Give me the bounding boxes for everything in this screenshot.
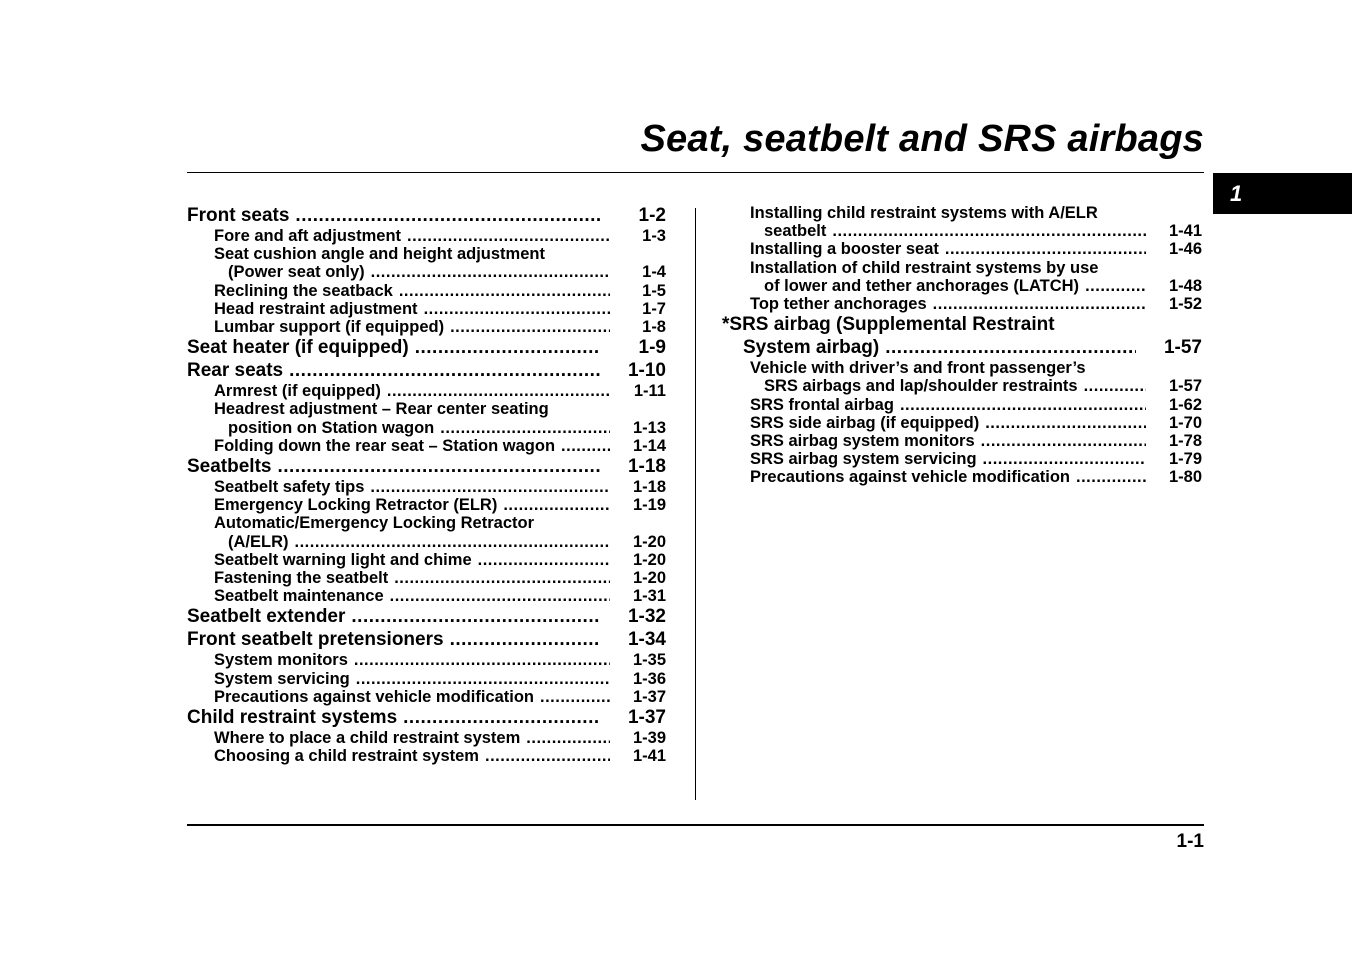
toc-entry-booster[interactable] xyxy=(722,240,1202,258)
toc-entry-system-monitors[interactable] xyxy=(187,651,666,669)
toc-page-number: 1-34 xyxy=(627,629,666,651)
toc-page-number: 1-10 xyxy=(627,360,666,382)
leader-dots xyxy=(399,282,610,300)
leader-dots xyxy=(933,295,1146,313)
toc-entry-seat-cushion-cont[interactable] xyxy=(187,263,666,281)
leader-dots xyxy=(289,359,600,382)
leader-dots xyxy=(450,318,610,336)
page-number: 1-1 xyxy=(1176,831,1204,852)
toc-entry-label: Armrest (if equipped) xyxy=(214,382,381,401)
toc-page-number: 1-39 xyxy=(632,729,666,748)
toc-page-number: 1-19 xyxy=(632,496,666,515)
leader-dots xyxy=(351,605,600,628)
toc-page-number: 1-36 xyxy=(632,669,666,688)
toc-page-number: 1-20 xyxy=(632,569,666,588)
toc-entry-label: Choosing a child restraint system xyxy=(214,747,479,766)
toc-entry-where-place[interactable] xyxy=(187,729,666,747)
toc-page-number: 1-41 xyxy=(1168,222,1202,241)
toc-entry-seat-cushion[interactable]: Seat cushion angle and height adjustment xyxy=(214,245,545,264)
toc-left-column xyxy=(187,204,666,765)
toc-entry-extender[interactable] xyxy=(187,605,666,628)
leader-dots xyxy=(390,587,610,605)
toc-page-number: 1-3 xyxy=(642,227,666,245)
title-rule xyxy=(187,172,1204,173)
toc-page-number: 1-57 xyxy=(1168,377,1202,396)
leader-dots xyxy=(832,222,1146,240)
toc-entry-installing-aelr-cont[interactable] xyxy=(722,222,1202,240)
toc-entry-srs-airbag-cont[interactable] xyxy=(722,336,1202,359)
toc-entry-label: Emergency Locking Retractor (ELR) xyxy=(214,496,498,515)
toc-entry-frontal-airbag[interactable] xyxy=(722,396,1202,414)
toc-entry-label: Precautions against vehicle modification xyxy=(750,468,1071,487)
toc-page-number: 1-20 xyxy=(632,532,666,551)
toc-entry-label: System servicing xyxy=(214,669,350,688)
toc-entry-label: SRS airbag system servicing xyxy=(750,450,977,469)
toc-page-number: 1-20 xyxy=(632,550,666,569)
toc-entry-label: Precautions against vehicle modification xyxy=(214,687,535,706)
toc-page-number: 1-35 xyxy=(632,651,666,670)
leader-dots xyxy=(1084,377,1146,395)
toc-entry-label: Lumbar support (if equipped) xyxy=(214,318,445,337)
toc-entry-label: SRS airbag system monitors xyxy=(750,432,975,451)
toc-entry-child-restraint[interactable] xyxy=(187,706,666,729)
leader-dots xyxy=(885,336,1136,359)
toc-entry-label: SRS frontal airbag xyxy=(750,395,894,414)
leader-dots xyxy=(985,414,1146,432)
toc-page-number: 1-52 xyxy=(1168,295,1202,314)
toc-page-number: 1-79 xyxy=(1168,450,1202,469)
toc-entry-front-seats[interactable] xyxy=(187,204,666,227)
toc-entry-label: Front seats xyxy=(187,205,290,226)
toc-entry-label: Reclining the seatback xyxy=(214,281,393,300)
toc-page-number: 1-32 xyxy=(627,606,666,628)
leader-dots xyxy=(478,551,610,569)
toc-entry-safety-tips[interactable] xyxy=(187,478,666,496)
toc-page-number: 1-31 xyxy=(632,587,666,606)
toc-entry-label: Where to place a child restraint system xyxy=(214,729,521,748)
toc-entry-label: Seatbelts xyxy=(187,456,272,478)
toc-entry-rear-seats[interactable] xyxy=(187,359,666,382)
toc-entry-elr[interactable] xyxy=(187,496,666,514)
leader-dots xyxy=(394,569,610,587)
toc-entry-seat-heater[interactable] xyxy=(187,336,666,359)
chapter-tab[interactable]: 1 xyxy=(1213,173,1352,214)
leader-dots xyxy=(403,706,600,729)
footer-rule xyxy=(187,824,1204,826)
leader-dots xyxy=(295,204,600,227)
toc-entry-head-restraint[interactable] xyxy=(187,300,666,318)
toc-entry-pretensioners[interactable] xyxy=(187,628,666,651)
leader-dots xyxy=(295,533,611,551)
toc-entry-label: Child restraint systems xyxy=(187,707,398,729)
leader-dots xyxy=(277,455,600,478)
toc-page-number: 1-37 xyxy=(632,687,666,706)
toc-entry-system-servicing[interactable] xyxy=(187,670,666,688)
toc-entry-top-tether[interactable] xyxy=(722,295,1202,313)
leader-dots xyxy=(450,628,600,651)
toc-entry-label: Seatbelt maintenance xyxy=(214,587,384,606)
toc-page-number: 1-8 xyxy=(642,318,666,337)
toc-entry-label: SRS airbags and lap/shoulder restraints xyxy=(764,377,1078,396)
toc-entry-label: Top tether anchorages xyxy=(750,295,927,314)
leader-dots xyxy=(503,496,610,514)
toc-page-number: 1-9 xyxy=(638,337,666,359)
toc-right-column xyxy=(722,204,1202,487)
toc-page-number: 1-2 xyxy=(638,205,666,226)
leader-dots xyxy=(526,729,610,747)
leader-dots xyxy=(1085,277,1146,295)
toc-entry-label: System monitors xyxy=(214,651,348,670)
toc-entry-vehicle-with-cont[interactable] xyxy=(722,377,1202,395)
toc-page-number: 1-70 xyxy=(1168,413,1202,432)
leader-dots xyxy=(900,396,1146,414)
leader-dots xyxy=(981,432,1146,450)
toc-entry-warning-light[interactable] xyxy=(187,551,666,569)
toc-entry-fore-aft[interactable] xyxy=(187,227,666,245)
toc-entry-fastening[interactable] xyxy=(187,569,666,587)
toc-page-number: 1-18 xyxy=(627,456,666,478)
toc-entry-label: System airbag) xyxy=(743,337,880,359)
toc-entry-vehicle-with[interactable]: Vehicle with driver’s and front passenger’s xyxy=(750,359,1086,378)
toc-entry-label: Front seatbelt pretensioners xyxy=(187,629,444,651)
toc-page-number: 1-78 xyxy=(1168,432,1202,451)
toc-entry-lumbar[interactable] xyxy=(187,318,666,336)
toc-entry-aelr-cont[interactable] xyxy=(187,533,666,551)
toc-entry-label: Fore and aft adjustment xyxy=(214,227,402,245)
leader-dots xyxy=(485,747,610,765)
toc-page-number: 1-41 xyxy=(632,747,666,766)
toc-entry-label: Seatbelt warning light and chime xyxy=(214,550,472,569)
toc-entry-label: Seat heater (if equipped) xyxy=(187,337,409,359)
toc-page-number: 1-48 xyxy=(1168,276,1202,295)
toc-page-number: 1-46 xyxy=(1168,240,1202,259)
toc-entry-armrest[interactable] xyxy=(187,382,666,400)
leader-dots xyxy=(356,670,610,688)
toc-entry-side-airbag[interactable] xyxy=(722,414,1202,432)
toc-entry-label: position on Station wagon xyxy=(228,418,435,437)
toc-page-number: 1-62 xyxy=(1168,395,1202,414)
toc-entry-label: Installing a booster seat xyxy=(750,240,939,259)
toc-page-number: 1-18 xyxy=(632,478,666,497)
toc-entry-airbag-servicing[interactable] xyxy=(722,450,1202,468)
chapter-title: Seat, seatbelt and SRS airbags xyxy=(640,118,1204,160)
leader-dots xyxy=(945,240,1146,258)
toc-entry-maintenance[interactable] xyxy=(187,587,666,605)
leader-dots xyxy=(983,450,1146,468)
toc-entry-airbag-monitors[interactable] xyxy=(722,432,1202,450)
leader-dots xyxy=(440,419,610,437)
leader-dots xyxy=(424,300,610,318)
toc-entry-latch[interactable]: Installation of child restraint systems by use xyxy=(750,258,1099,277)
toc-entry-headrest[interactable]: Headrest adjustment – Rear center seating xyxy=(214,400,549,419)
toc-entry-label: Folding down the rear seat – Station wagon xyxy=(214,436,556,455)
toc-entry-latch-cont[interactable] xyxy=(722,277,1202,295)
toc-entry-seatbelts[interactable] xyxy=(187,455,666,478)
toc-entry-label: seatbelt xyxy=(764,222,827,241)
toc-entry-label: Rear seats xyxy=(187,360,284,382)
leader-dots xyxy=(370,478,610,496)
toc-entry-choosing[interactable] xyxy=(187,747,666,765)
toc-page-number: 1-11 xyxy=(633,382,666,401)
leader-dots xyxy=(354,651,610,669)
leader-dots xyxy=(415,336,600,359)
leader-dots xyxy=(1076,468,1146,486)
leader-dots xyxy=(540,688,610,706)
toc-page-number: 1-13 xyxy=(632,418,666,437)
toc-page-number: 1-14 xyxy=(632,436,666,455)
toc-page-number: 1-57 xyxy=(1163,337,1202,359)
toc-entry-label: (A/ELR) xyxy=(228,532,289,551)
toc-entry-label: of lower and tether anchorages (LATCH) xyxy=(764,276,1080,295)
toc-entry-label: Head restraint adjustment xyxy=(214,299,418,318)
leader-dots xyxy=(561,437,610,455)
toc-page-number: 1-5 xyxy=(642,281,666,300)
toc-entry-airbag-precautions[interactable] xyxy=(722,468,1202,486)
leader-dots xyxy=(407,227,610,245)
toc-entry-precautions[interactable] xyxy=(187,688,666,706)
toc-entry-srs-airbag[interactable]: *SRS airbag (Supplemental Restraint xyxy=(722,314,1055,336)
leader-dots xyxy=(371,263,610,281)
toc-entry-label: (Power seat only) xyxy=(228,263,365,282)
toc-entry-label: Fastening the seatbelt xyxy=(214,569,389,588)
toc-entry-headrest-cont[interactable] xyxy=(187,419,666,437)
toc-entry-label: Seatbelt safety tips xyxy=(214,478,365,497)
toc-entry-label: Seatbelt extender xyxy=(187,606,346,628)
toc-entry-folding[interactable] xyxy=(187,437,666,455)
toc-page-number: 1-7 xyxy=(642,299,666,318)
column-divider xyxy=(695,208,696,800)
toc-entry-installing-aelr[interactable]: Installing child restraint systems with A/ELR xyxy=(750,204,1098,222)
toc-entry-label: SRS side airbag (if equipped) xyxy=(750,413,980,432)
leader-dots xyxy=(387,382,610,400)
toc-page-number: 1-37 xyxy=(627,707,666,729)
toc-entry-reclining[interactable] xyxy=(187,282,666,300)
toc-page-number: 1-4 xyxy=(642,263,666,282)
toc-page-number: 1-80 xyxy=(1168,468,1202,487)
toc-entry-aelr[interactable]: Automatic/Emergency Locking Retractor xyxy=(214,514,534,533)
